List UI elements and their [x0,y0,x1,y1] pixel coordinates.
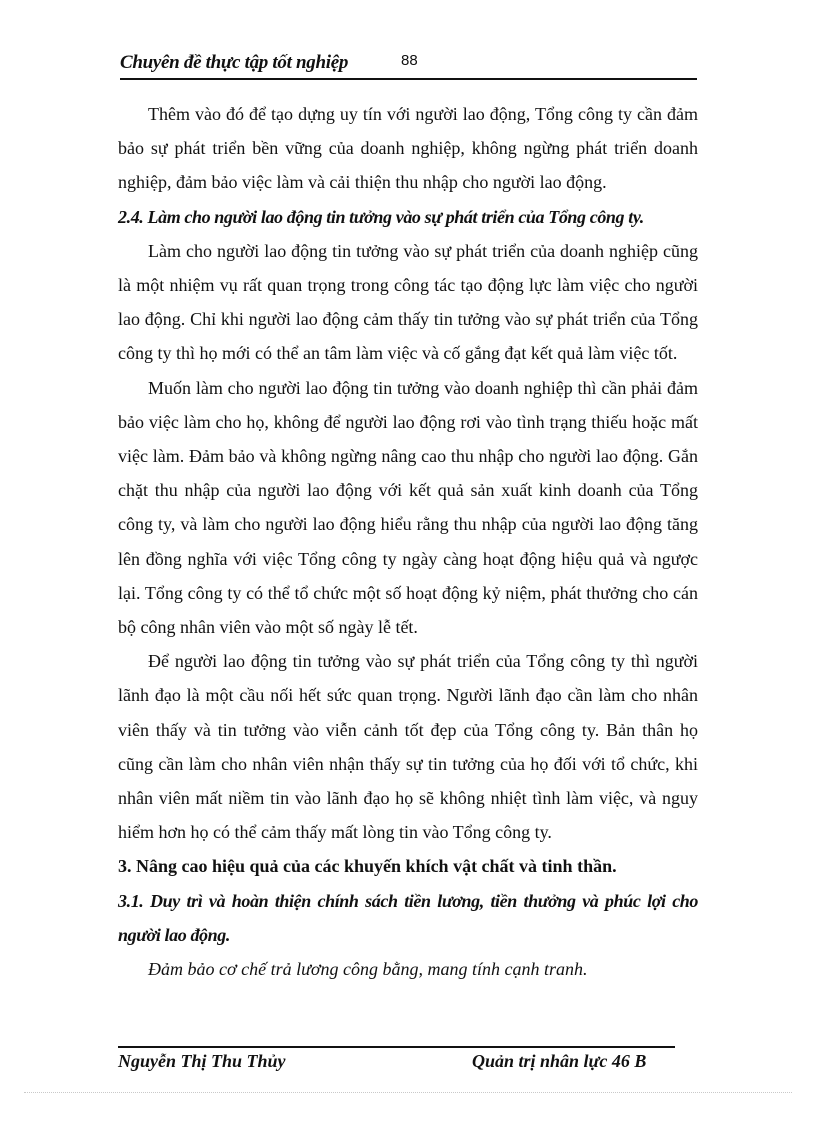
paragraph-4: Để người lao động tin tưởng vào sự phát triển của Tổng công ty thì người lãnh đạo là một cầu nối hết sức quan trọng. Người lãnh đạo cần làm cho nhân viên thấy và tin tưởng vào viễn cảnh tốt đẹp của Tổng công ty. Bản thân họ cũng cần làm cho nhân viên nhận thấy sự tin tưởng của họ đối với tổ chức, khi nhân viên mất niềm tin vào lãnh đạo họ sẽ không nhiệt tình làm việc, và nguy hiểm hơn họ có thể cảm thấy mất lòng tin vào Tổng công ty. [118,651,698,843]
heading-3: 3. Nâng cao hiệu quả của các khuyến khích vật chất và tinh thần. [118,856,617,877]
paragraph-2: Làm cho người lao động tin tưởng vào sự phát triển của doanh nghiệp cũng là một nhiệm vụ rất quan trọng trong công tác tạo động lực làm việc cho người lao động. Chỉ khi người lao động cảm thấy tin tưởng vào sự phát triển của Tổng công ty thì họ mới có thể an tâm làm việc và cố gắng đạt kết quả làm việc tốt. [118,240,698,364]
paragraph-3: Muốn làm cho người lao động tin tưởng vào doanh nghiệp thì cần phải đảm bảo việc làm cho họ, không để người lao động rơi vào tình trạng thiếu hoặc mất việc làm. Đảm bảo và không ngừng nâng cao thu nhập cho người lao động. Gắn chặt thu nhập của người lao động với kết quả sản xuất kinh doanh của Tổng công ty, và làm cho người lao động hiểu rằng thu nhập của người lao động tăng lên đồng nghĩa với việc Tổng công ty ngày càng hoạt động hiệu quả và ngược lại. Tổng công ty có thể tổ chức một số hoạt động kỷ niệm, phát thưởng cho cán bộ công nhân viên vào một số ngày lễ tết. [118,377,698,638]
heading-3-1: 3.1. Duy trì và hoàn thiện chính sách tiền lương, tiền thưởng và phúc lợi cho người lao động. [118,890,698,945]
paragraph-5: Đảm bảo cơ chế trả lương công bằng, mang tính cạnh tranh. [148,959,588,980]
document-body [118,97,698,986]
footer-class: Quản trị nhân lực 46 B [472,1051,647,1071]
footer-rule [118,1046,675,1048]
page-bottom-dotted-line [24,1092,792,1093]
paragraph-1: Thêm vào đó để tạo dựng uy tín với người lao động, Tổng công ty cần đảm bảo sự phát triển bền vững của doanh nghiệp, không ngừng phát triển doanh nghiệp, đảm bảo việc làm và cải thiện thu nhập cho người lao động. [118,104,698,193]
page-header [120,50,697,80]
page-number: 88 [401,52,418,69]
header-title: Chuyên đề thực tập tốt nghiệp [120,52,349,73]
footer-author: Nguyễn Thị Thu Thủy [118,1051,286,1071]
heading-2-4: 2.4. Làm cho người lao động tin tưởng vào sự phát triển của Tổng công ty. [118,206,644,227]
